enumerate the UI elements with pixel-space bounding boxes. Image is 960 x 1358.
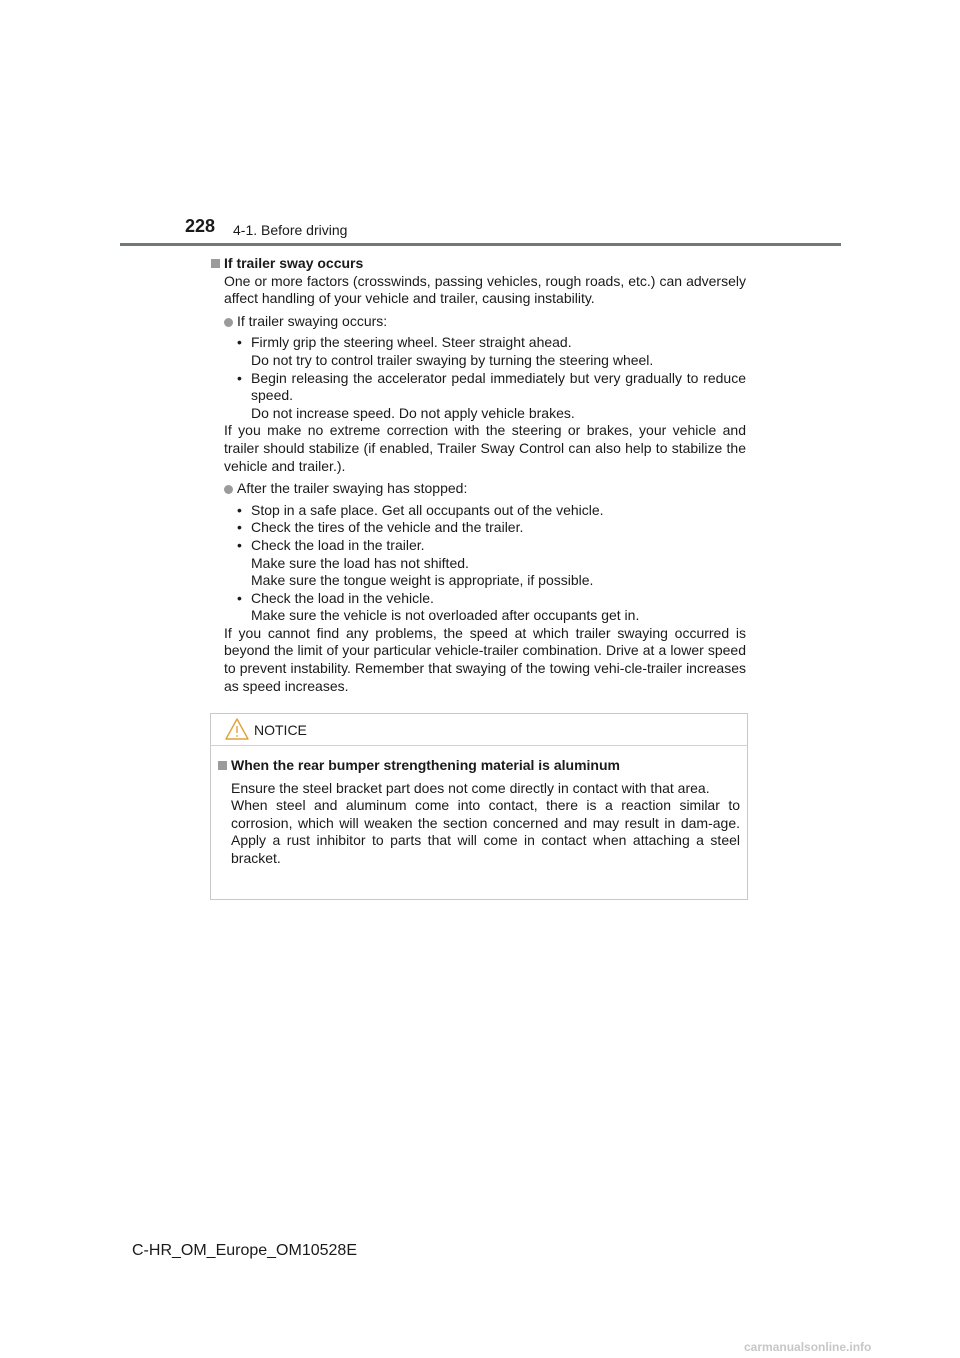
- swaying-steps-list: [211, 334, 746, 422]
- page-header: [0, 0, 960, 250]
- notice-paragraph: Ensure the steel bracket part does not come directly in contact with that area.: [231, 779, 710, 796]
- list-item: [237, 519, 746, 537]
- list-item: [237, 334, 746, 369]
- list-item-line: Make sure the load has not shifted.: [251, 554, 469, 571]
- list-item: [237, 502, 746, 520]
- list-item-line: Check the tires of the vehicle and the trailer.: [251, 519, 524, 536]
- bullet-after-swaying: [211, 480, 746, 498]
- list-item-line: Check the load in the trailer.: [251, 536, 425, 553]
- dot-bullet-icon: •: [237, 589, 242, 606]
- intro-paragraph: One or more factors (crosswinds, passing vehicles, rough roads, etc.) can adversely affect handling of your vehicle and trailer, causing instability.: [224, 272, 746, 307]
- stabilize-paragraph: If you make no extreme correction with the steering or brakes, your vehicle and trailer should stabilize (if enabled, Trailer Sway Control can also help to stabilize the vehicle and trailer.).: [224, 422, 746, 474]
- list-item: [237, 590, 746, 625]
- dot-bullet-icon: •: [237, 369, 242, 386]
- list-item: [237, 537, 746, 590]
- round-bullet-icon: [224, 485, 233, 494]
- list-item-line: Stop in a safe place. Get all occupants out of the vehicle.: [251, 501, 604, 518]
- document-code: C-HR_OM_Europe_OM10528E: [132, 1242, 357, 1259]
- square-bullet-icon: [218, 761, 227, 770]
- list-item-line: Begin releasing the accelerator pedal immediately but very gradually to reduce speed.: [251, 369, 746, 404]
- dot-bullet-icon: •: [237, 519, 242, 536]
- bullet-label: If trailer swaying occurs:: [237, 312, 388, 329]
- main-content: [211, 255, 746, 695]
- dot-bullet-icon: •: [237, 501, 242, 518]
- notice-heading: [218, 757, 740, 775]
- bullet-label: After the trailer swaying has stopped:: [237, 480, 468, 497]
- after-swaying-list: [211, 502, 746, 625]
- list-item-line: Do not try to control trailer swaying by turning the steering wheel.: [251, 351, 654, 368]
- section-heading-text: If trailer sway occurs: [224, 255, 364, 271]
- page-number: 228: [185, 216, 216, 236]
- list-item: [237, 370, 746, 423]
- notice-box: [210, 713, 748, 900]
- notice-heading-text: When the rear bumper strengthening material is aluminum: [231, 757, 620, 773]
- notice-body: [218, 757, 740, 868]
- list-item-line: Firmly grip the steering wheel. Steer straight ahead.: [251, 334, 572, 351]
- notice-paragraph: When steel and aluminum come into contact, there is a reaction similar to corrosion, which will weaken the section concerned and may result in dam-age. Apply a rust inhibitor to parts that will come in contact when attaching a steel bracket.: [231, 797, 740, 866]
- section-title: 4-1. Before driving: [233, 222, 348, 238]
- list-item-line: Check the load in the vehicle.: [251, 589, 434, 606]
- header-rule: [120, 243, 841, 246]
- bullet-if-swaying: [211, 313, 746, 331]
- notice-title: NOTICE: [254, 722, 307, 738]
- dot-bullet-icon: •: [237, 334, 242, 351]
- dot-bullet-icon: •: [237, 536, 242, 553]
- square-bullet-icon: [211, 259, 220, 268]
- list-item-line: Make sure the tongue weight is appropriate, if possible.: [251, 572, 594, 589]
- section-heading: [211, 255, 746, 273]
- warning-triangle-icon: [224, 717, 250, 741]
- list-item-line: Make sure the vehicle is not overloaded after occupants get in.: [251, 607, 640, 624]
- watermark: carmanualsonline.info: [744, 1340, 872, 1354]
- list-item-line: Do not increase speed. Do not apply vehicle brakes.: [251, 404, 575, 421]
- notice-header: [211, 714, 747, 746]
- round-bullet-icon: [224, 318, 233, 327]
- conclusion-paragraph: If you cannot find any problems, the speed at which trailer swaying occurred is beyond the limit of your particular vehicle-trailer combination. Drive at a lower speed to prevent instability. Remember that swaying of the towing vehi-cle-trailer increases as speed increases.: [224, 624, 746, 694]
